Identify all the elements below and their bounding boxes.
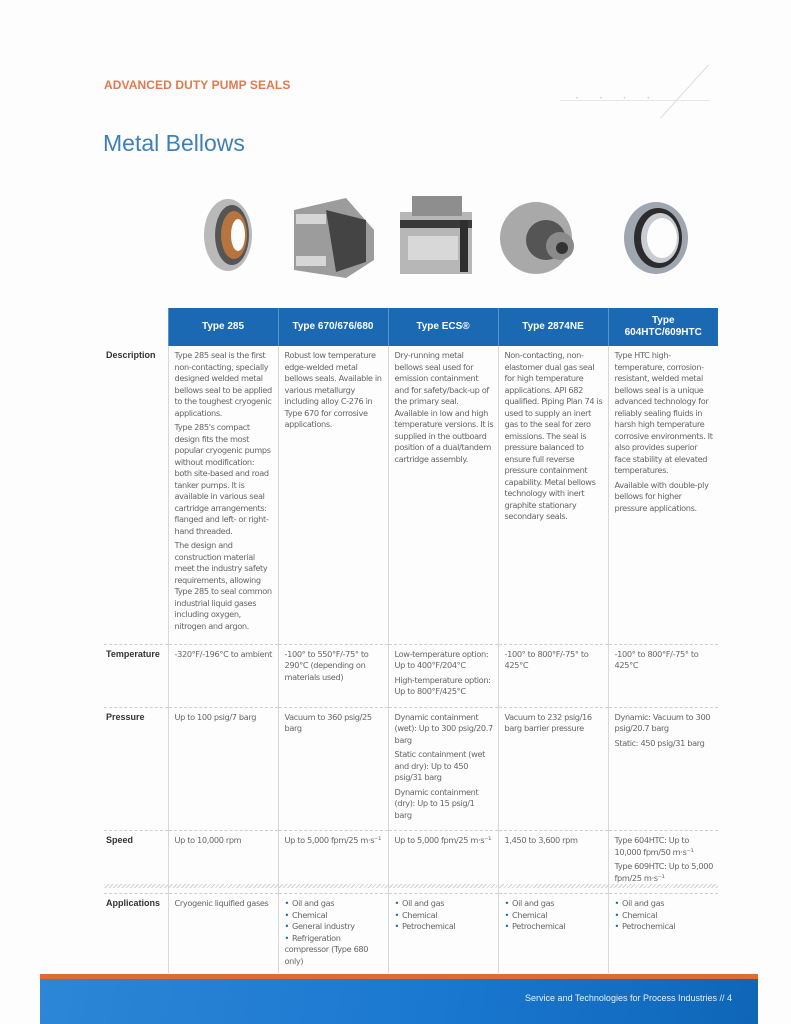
list-item: • Petrochemical [395, 921, 494, 933]
cell-text: Up to 5,000 fpm/25 m·s⁻¹ [284, 835, 382, 845]
cell-applications-285 [168, 894, 278, 974]
column-header-type-604htc-line1: Type [651, 315, 675, 326]
row-label-temperature: Temperature [104, 644, 168, 707]
header-blank [104, 308, 168, 346]
product-images [168, 190, 718, 290]
applications-list [395, 898, 494, 933]
cell-text: High-temperature option: Up to 800°F/425°C [394, 674, 491, 696]
cell-description-670 [278, 346, 388, 644]
cell-text: -100° to 550°F/-75° to 290°C (depending on materials used) [284, 648, 369, 682]
list-item: • Chemical [615, 910, 715, 922]
cell-text: Dynamic containment (wet): Up to 300 psig/20.7 barg [394, 711, 493, 745]
column-header-type-285: Type 285 [168, 308, 278, 346]
cell-description-2874ne [498, 346, 608, 644]
list-item: • Petrochemical [505, 921, 604, 933]
row-label-pressure: Pressure [104, 707, 168, 831]
cell-text: Available with double-ply bellows for higher pressure applications. [614, 479, 709, 513]
column-header-type-ecs: Type ECS® [388, 308, 498, 346]
cell-text: Type 285 seal is the first non-contacting, specially designed welded metal bellows seal to be applied to the toughest cryogenic applications. [174, 350, 272, 418]
column-header-type-604htc [608, 308, 718, 346]
decorative-slash [660, 64, 709, 118]
cell-pressure-2874ne [498, 707, 608, 831]
column-header-type-604htc-line2: 604HTC/609HTC [624, 327, 702, 338]
cell-text: Static containment (wet and dry): Up to 450 psig/31 barg [394, 749, 486, 782]
cell-text: The design and construction material meet the industry safety requirements, allowing Type 285 to seal common industrial liquid gases including oxygen, nitrogen and argon. [174, 540, 272, 631]
type-670-image [286, 190, 378, 280]
cell-text: Up to 10,000 rpm [174, 835, 242, 845]
cell-text: Type 609HTC: Up to 5,000 fpm/25 m·s⁻¹ [614, 861, 713, 883]
cell-temperature-285 [168, 644, 278, 707]
type-285-image [188, 190, 268, 280]
table-row-pressure [104, 707, 718, 831]
page-title: Metal Bellows [103, 130, 245, 156]
footer-text: Service and Technologies for Process Industries // 4 [525, 993, 732, 1003]
cell-text: -100° to 800°F/-75° to 425°C [614, 648, 699, 670]
cell-text: Type 604HTC: Up to 10,000 fpm/50 m·s⁻¹ [614, 835, 694, 857]
cell-text: Up to 5,000 fpm/25 m·s⁻¹ [394, 835, 492, 845]
type-604htc-image [616, 190, 696, 280]
spec-table [104, 308, 718, 973]
table-header-row [104, 308, 718, 346]
cell-pressure-670 [278, 707, 388, 831]
list-item: • General industry [285, 921, 384, 933]
cell-text: Static: 450 psig/31 barg [614, 737, 705, 748]
cell-text: -320°F/-196°C to ambient [174, 648, 272, 659]
list-item: • Petrochemical [615, 921, 715, 933]
cell-text: 1,450 to 3,600 rpm [504, 835, 578, 845]
cell-temperature-ecs [388, 644, 498, 707]
cell-text: -100° to 800°F/-75° to 425°C [504, 648, 589, 670]
cell-temperature-670 [278, 644, 388, 707]
type-ecs-image [390, 190, 482, 280]
cell-text: Type HTC high-temperature, corrosion-resistant, welded metal bellows seal is a unique advanced technology for reliably sealing fluids in harsh high temperature corrosive environments. It also provides superior face stability at elevated temperatures. [614, 350, 713, 475]
table-row-temperature [104, 644, 718, 707]
type-2874ne-image [498, 190, 588, 280]
table-row-applications [104, 894, 718, 974]
cell-text: Vacuum to 232 psig/16 barg barrier pressure [504, 711, 592, 733]
list-item: • Oil and gas [505, 898, 604, 910]
cell-pressure-285 [168, 707, 278, 831]
cell-text: Dynamic: Vacuum to 300 psig/20.7 barg [614, 711, 711, 733]
section-kicker: ADVANCED DUTY PUMP SEALS [104, 78, 291, 92]
cell-description-ecs [388, 346, 498, 644]
list-item: • Chemical [395, 910, 494, 922]
list-item: • Chemical [505, 910, 604, 922]
row-label-applications: Applications [106, 898, 161, 908]
column-header-type-670: Type 670/676/680 [278, 308, 388, 346]
list-item: • Oil and gas [395, 898, 494, 910]
row-label-description: Description [104, 346, 168, 644]
column-header-type-2874ne: Type 2874NE [498, 308, 608, 346]
decorative-dots: • • • • [576, 96, 660, 102]
cell-pressure-ecs [388, 707, 498, 831]
list-item: • Oil and gas [285, 898, 384, 910]
cell-text: Vacuum to 360 psig/25 barg [284, 711, 372, 733]
cell-text: Low-temperature option: Up to 400°F/204°C [394, 648, 489, 670]
cell-text: Dry-running metal bellows seal used for emission containment and for safety/back-up of the primary seal. Available in low and high temperature versions. It is supplied in the outboard position of a dual/tandem cartridge assembly. [394, 350, 494, 464]
cell-description-285 [168, 346, 278, 644]
cell-applications-670 [278, 894, 388, 974]
cell-temperature-604htc [608, 644, 718, 707]
cell-text: Type 285's compact design fits the most popular cryogenic pumps without modification: both site-based and road tanker pumps. It is available in various seal cartridge arrangements: flanged and left- or right-hand threaded. [174, 422, 271, 536]
cell-text: Robust low temperature edge-welded metal bellows seals. Available in various metallurgy including alloy C-276 in Type 670 for corrosive applications. [284, 350, 382, 429]
cell-text: Dynamic containment (dry): Up to 15 psig/1 barg [394, 786, 479, 820]
cell-description-604htc [608, 346, 718, 644]
table-row-description [104, 346, 718, 644]
cell-applications-ecs [388, 894, 498, 974]
list-item: • Refrigeration compressor (Type 680 only) [285, 933, 384, 968]
page-footer [40, 974, 758, 1024]
cell-text: Cryogenic liquified gases [174, 898, 269, 908]
cell-text: Up to 100 psig/7 barg [174, 711, 257, 722]
cell-applications-2874ne [498, 894, 608, 974]
cell-applications-604htc [608, 894, 718, 974]
cell-text: Non-contacting, non-elastomer dual gas seal for high temperature applications. API 682 qualified. Piping Plan 74 is used to supply an inert gas to the seal for zero emissions. The seal is pressure balanced to ensure full reverse pressure containment capability. Metal bellows technology with inert graphite stationary secondary seals. [504, 350, 603, 521]
footer-blue-band [40, 979, 758, 1024]
cell-pressure-604htc [608, 707, 718, 831]
row-label-speed: Speed [104, 831, 168, 894]
list-item: • Oil and gas [615, 898, 715, 910]
cell-temperature-2874ne [498, 644, 608, 707]
applications-list [285, 898, 384, 967]
applications-list [615, 898, 715, 933]
applications-list [505, 898, 604, 933]
list-item: • Chemical [285, 910, 384, 922]
table-bottom-hatch [104, 884, 718, 888]
